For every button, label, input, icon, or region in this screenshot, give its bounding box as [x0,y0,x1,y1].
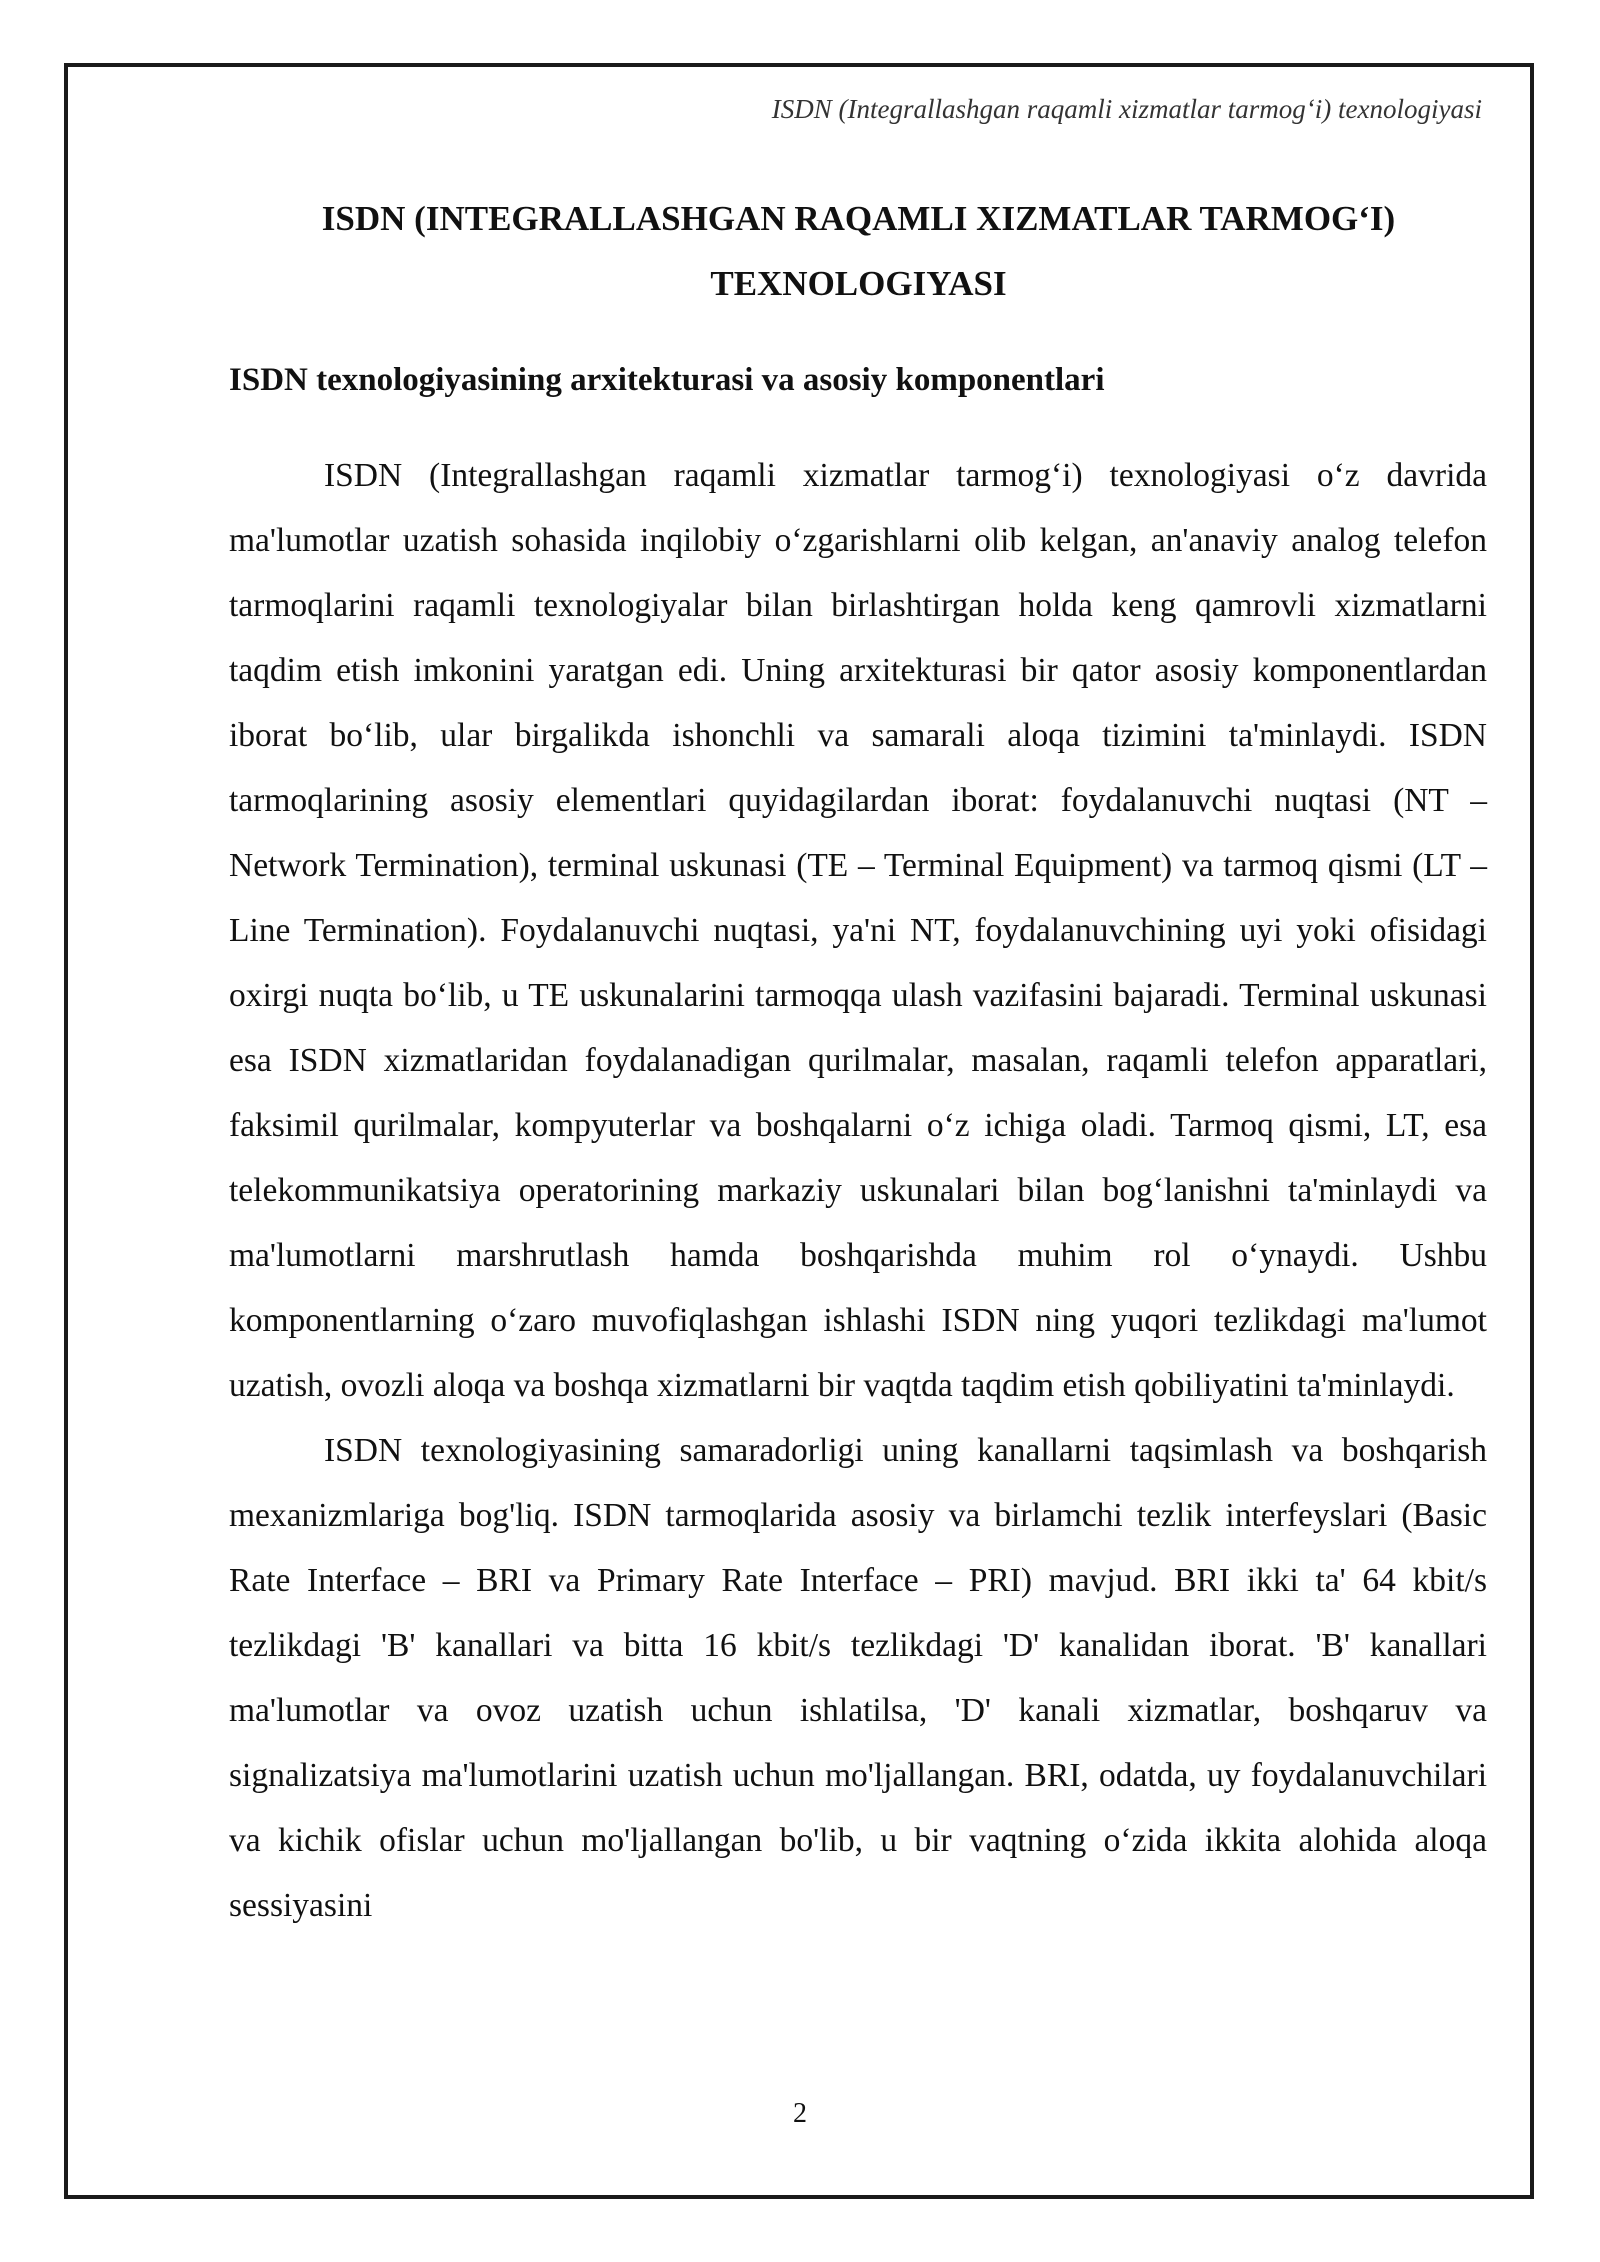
body-text [229,443,1487,1938]
document-title-line-1: ISDN (INTEGRALLASHGAN RAQAMLI XIZMATLAR TARMOG‘I) [321,199,1396,238]
paragraph-1: ISDN (Integrallashgan raqamli xizmatlar tarmog‘i) texnologiyasi o‘z davrida ma'lumotlar uzatish sohasida inqilobiy o‘zgarishlarni olib kelgan, an'anaviy analog telefon tarmoqlarini raqamli texnologiyalar bilan birlashtirgan holda keng qamrovli xizmatlarni taqdim etish imkonini yaratgan edi. Uning arxitekturasi bir qator asosiy komponentlardan iborat bo‘lib, ular birgalikda ishonchli va samarali aloqa tizimini ta'minlaydi. ISDN tarmoqlarining asosiy elementlari quyidagilardan iborat: foydalanuvchi nuqtasi (NT – Network Termination), terminal uskunasi (TE – Terminal Equipment) va tarmoq qismi (LT – Line Termination). Foydalanuvchi nuqtasi, ya'ni NT, foydalanuvchining uyi yoki ofisidagi oxirgi nuqta bo‘lib, u TE uskunalarini tarmoqqa ulash vazifasini bajaradi. Terminal uskunasi esa ISDN xizmatlaridan foydalanadigan qurilmalar, masalan, raqamli telefon apparatlari, faksimil qurilmalar, kompyuterlar va boshqalarni o‘z ichiga oladi. Tarmoq qismi, LT, esa telekommunikatsiya operatorining markaziy uskunalari bilan bog‘lanishni ta'minlaydi va ma'lumotlarni marshrutlash hamda boshqarishda muhim rol o‘ynaydi. Ushbu komponentlarning o‘zaro muvofiqlashgan ishlashi ISDN ning yuqori tezlikdagi ma'lumot uzatish, ovozli aloqa va boshqa xizmatlarni bir vaqtda taqdim etish qobiliyatini ta'minlaydi. [229,457,1487,1404]
page-number: 2 [793,2098,807,2129]
section-heading: ISDN texnologiyasining arxitekturasi va asosiy komponentlari [229,362,1105,398]
document-title-line-2: TEXNOLOGIYASI [710,264,1007,303]
document-title [230,186,1487,316]
running-header: ISDN (Integrallashgan raqamli xizmatlar tarmog‘i) texnologiyasi [771,94,1482,124]
paragraph-2: ISDN texnologiyasining samaradorligi uning kanallarni taqsimlash va boshqarish mexanizmlariga bog'liq. ISDN tarmoqlarida asosiy va birlamchi tezlik interfeyslari (Basic Rate Interface – BRI va Primary Rate Interface – PRI) mavjud. BRI ikki ta' 64 kbit/s tezlikdagi 'B' kanallari va bitta 16 kbit/s tezlikdagi 'D' kanalidan iborat. 'B' kanallari ma'lumotlar va ovoz uzatish uchun ishlatilsa, 'D' kanali xizmatlar, boshqaruv va signalizatsiya ma'lumotlarini uzatish uchun mo'ljallangan. BRI, odatda, uy foydalanuvchilari va kichik ofislar uchun mo'ljallangan bo'lib, u bir vaqtning o‘zida ikkita alohida aloqa sessiyasini [229,1432,1487,1924]
